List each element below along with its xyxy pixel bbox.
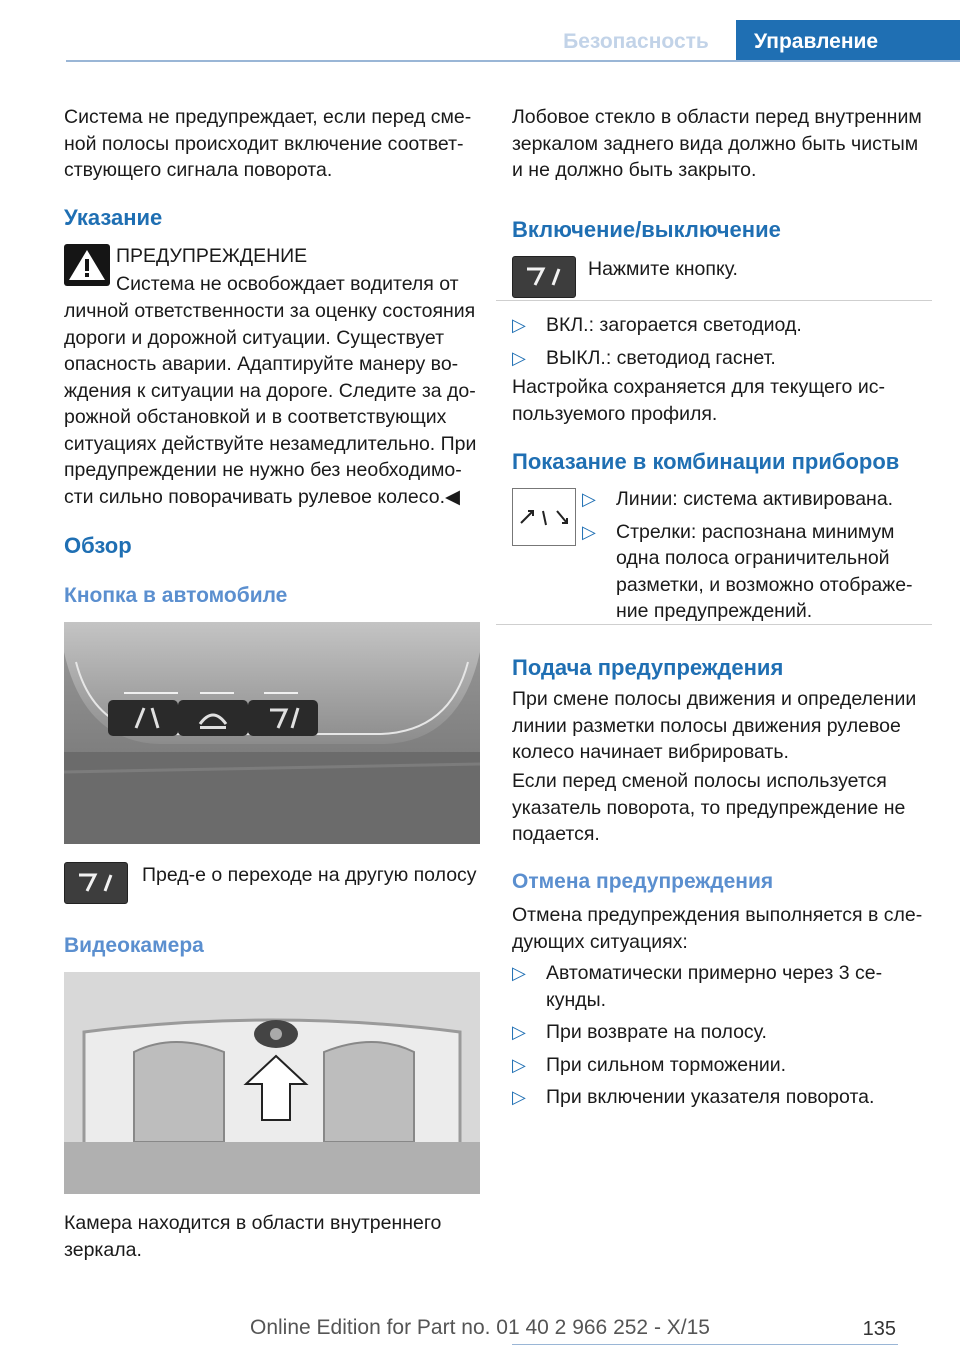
footer-rule (512, 1344, 898, 1345)
triangle-bullet-icon: ▷ (512, 1054, 526, 1075)
left-intro: Система не предупреждает, если перед сме-ной полосы происходит включение соответ-ствующего сигнала поворота. (64, 106, 472, 181)
tab-controls[interactable]: Управление (736, 20, 960, 62)
list-item: ▷ ВКЛ.: загорается светодиод. (512, 312, 932, 339)
onoff-list (512, 312, 932, 371)
triangle-bullet-icon: ▷ (512, 1022, 526, 1042)
warning-p1: При смене полосы движения и определении линии разметки полосы движения рулевое колесо начинает вибрировать. (512, 688, 917, 763)
camera-heading: Видеокамера (64, 934, 204, 957)
list-item: ▷ Стрелки: распознана минимум одна полоса ограничительной разметки, и возможно отображе-ние предупреждений. (582, 520, 913, 622)
press-button-text: Нажмите кнопку. (588, 258, 738, 280)
footer-edition: Online Edition for Part no. 01 40 2 966 252 - X/15 (250, 1316, 710, 1339)
page-number: 135 (862, 1318, 896, 1340)
cluster-lane-icon (512, 488, 576, 546)
warning-p2: Если перед сменой полосы используется указатель поворота, то предупреждение не подается. (512, 770, 906, 845)
divider (496, 300, 932, 301)
cluster-heading: Показание в комбинации приборов (512, 449, 900, 474)
right-intro: Лобовое стекло в области перед внутренним зеркалом заднего вида должно быть чистым и не должно быть закрыто. (512, 106, 922, 181)
camera-photo (64, 972, 480, 1194)
list-item: ▷ Линии: система активирована. (582, 486, 928, 513)
note-heading: Указание (64, 205, 163, 230)
button-caption: Пред-е о переходе на другую полосу (142, 864, 477, 886)
warning-heading: Подача предупреждения (512, 655, 784, 680)
lane-departure-icon (64, 862, 128, 904)
overview-heading: Обзор (64, 533, 132, 558)
list-item: ▷ При сильном торможении. (512, 1052, 932, 1079)
setting-saved-text: Настройка сохраняется для текущего ис-пользуемого профиля. (512, 376, 885, 425)
button-heading: Кнопка в автомобиле (64, 584, 288, 607)
warning-text: личной ответственности за оценку состояния дороги и дорожной ситуации. Существует опасность аварии. Адаптируйте манеру во-ждения к ситуации на дороге. Следите за до-рожной обстановкой и в соответствующих ситуациях действуйте незамедлительно. При предупреждении не нужно без необходимо-сти сильно поворачивать рулевое колесо.◀ (64, 300, 477, 508)
triangle-bullet-icon: ▷ (512, 963, 526, 983)
list-item: ▷ Автоматически примерно через 3 се-кунды. (512, 962, 883, 1011)
warning-title: ПРЕДУПРЕЖДЕНИЕ (116, 245, 308, 267)
triangle-bullet-icon: ▷ (512, 1087, 526, 1107)
warning-text-first: Система не освобождает водителя от (116, 273, 459, 295)
triangle-bullet-icon: ▷ (582, 521, 596, 542)
list-item: ▷ При включении указателя поворота. (512, 1084, 932, 1111)
list-item: ▷ ВЫКЛ.: светодиод гаснет. (512, 345, 932, 372)
list-item: ▷ При возврате на полосу. (512, 1019, 932, 1046)
warning-triangle-icon (64, 244, 110, 286)
cluster-list (582, 486, 928, 625)
camera-caption: Камера находится в области внутреннего зеркала. (64, 1212, 442, 1261)
divider (496, 624, 932, 625)
lane-departure-icon (512, 256, 576, 298)
triangle-bullet-icon: ▷ (512, 347, 526, 368)
triangle-bullet-icon: ▷ (512, 315, 526, 335)
header-rule (66, 60, 960, 62)
tab-safety[interactable]: Безопасность (563, 30, 709, 53)
cancel-list (512, 960, 932, 1111)
triangle-bullet-icon: ▷ (582, 489, 596, 509)
onoff-heading: Включение/выключение (512, 217, 781, 242)
button-panel-photo (64, 622, 480, 844)
cancel-heading: Отмена предупреждения (512, 870, 774, 893)
cancel-intro: Отмена предупреждения выполняется в сле-дующих ситуациях: (512, 904, 923, 953)
